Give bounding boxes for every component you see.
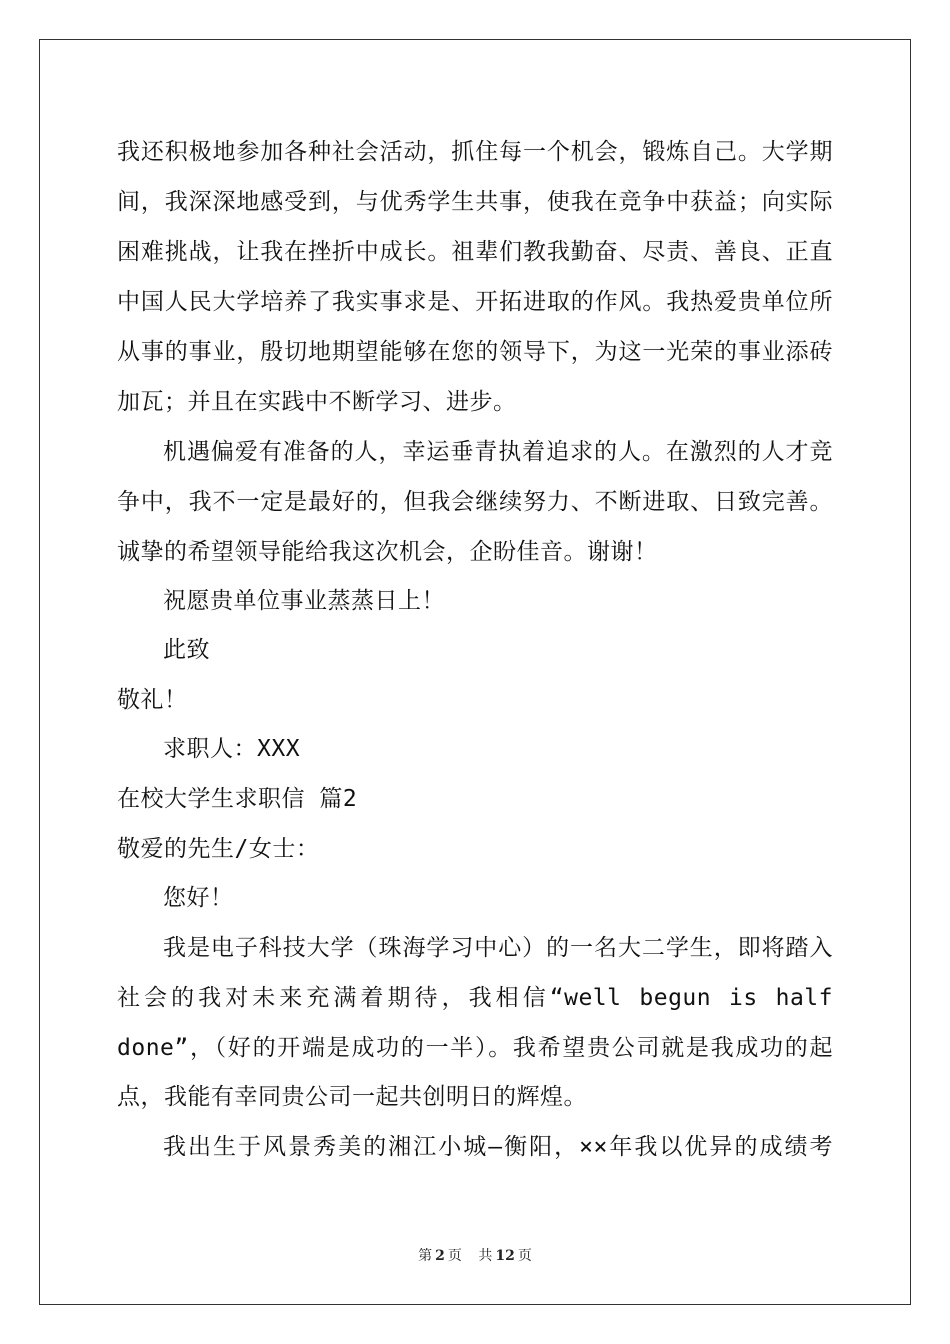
- section-heading: 在校大学生求职信 篇2: [117, 786, 358, 812]
- footer-total-prefix: 共: [478, 1248, 493, 1264]
- greeting: 您好！: [163, 885, 234, 911]
- page-number: [415, 1248, 465, 1264]
- body-line: 社会的我对未来充满着期待，我相信“well begun is half: [117, 985, 833, 1011]
- closing-respect: 敬礼！: [117, 687, 188, 713]
- body-line: 诚挚的希望领导能给我这次机会，企盼佳音。谢谢！: [117, 539, 658, 565]
- closing-wish: 祝愿贵单位事业蒸蒸日上！: [163, 588, 445, 614]
- body-line: 中国人民大学培养了我实事求是、开拓进取的作风。我热爱贵单位所: [117, 289, 833, 315]
- footer-total-pages: 12: [495, 1248, 515, 1264]
- body-line: 间，我深深地感受到，与优秀学生共事，使我在竞争中获益；向实际: [117, 189, 833, 215]
- paragraph-first-line: 我是电子科技大学（珠海学习中心）的一名大二学生，即将踏入: [163, 935, 833, 961]
- body-line: 我还积极地参加各种社会活动，抓住每一个机会，锻炼自己。大学期: [117, 139, 833, 165]
- body-line: 争中，我不一定是最好的，但我会继续努力、不断进取、日致完善。: [117, 489, 833, 515]
- body-line: 加瓦；并且在实践中不断学习、进步。: [117, 389, 517, 415]
- footer-current-page: 2: [435, 1248, 445, 1264]
- closing-salutation: 此致: [163, 637, 210, 663]
- body-line: 从事的事业，殷切地期望能够在您的领导下，为这一光荣的事业添砖: [117, 339, 833, 365]
- page-total: [475, 1248, 534, 1264]
- body-line: 点，我能有幸同贵公司一起共创明日的辉煌。: [117, 1084, 587, 1110]
- applicant-signature: 求职人：XXX: [163, 736, 301, 762]
- footer-prefix: 第: [418, 1248, 433, 1264]
- footer-total-suffix: 页: [517, 1248, 532, 1264]
- body-line: 困难挑战，让我在挫折中成长。祖辈们教我勤奋、尽责、善良、正直: [117, 239, 833, 265]
- page-border: [39, 39, 911, 1305]
- letter-salutation: 敬爱的先生/女士：: [117, 836, 320, 862]
- paragraph-first-line: 我出生于风景秀美的湘江小城—衡阳，××年我以优异的成绩考: [163, 1134, 833, 1160]
- paragraph-first-line: 机遇偏爱有准备的人，幸运垂青执着追求的人。在激烈的人才竞: [163, 439, 833, 465]
- footer-page-word: 页: [447, 1248, 462, 1264]
- page-footer: [0, 1245, 950, 1265]
- body-line: done”，（好的开端是成功的一半）。我希望贵公司就是我成功的起: [117, 1035, 833, 1061]
